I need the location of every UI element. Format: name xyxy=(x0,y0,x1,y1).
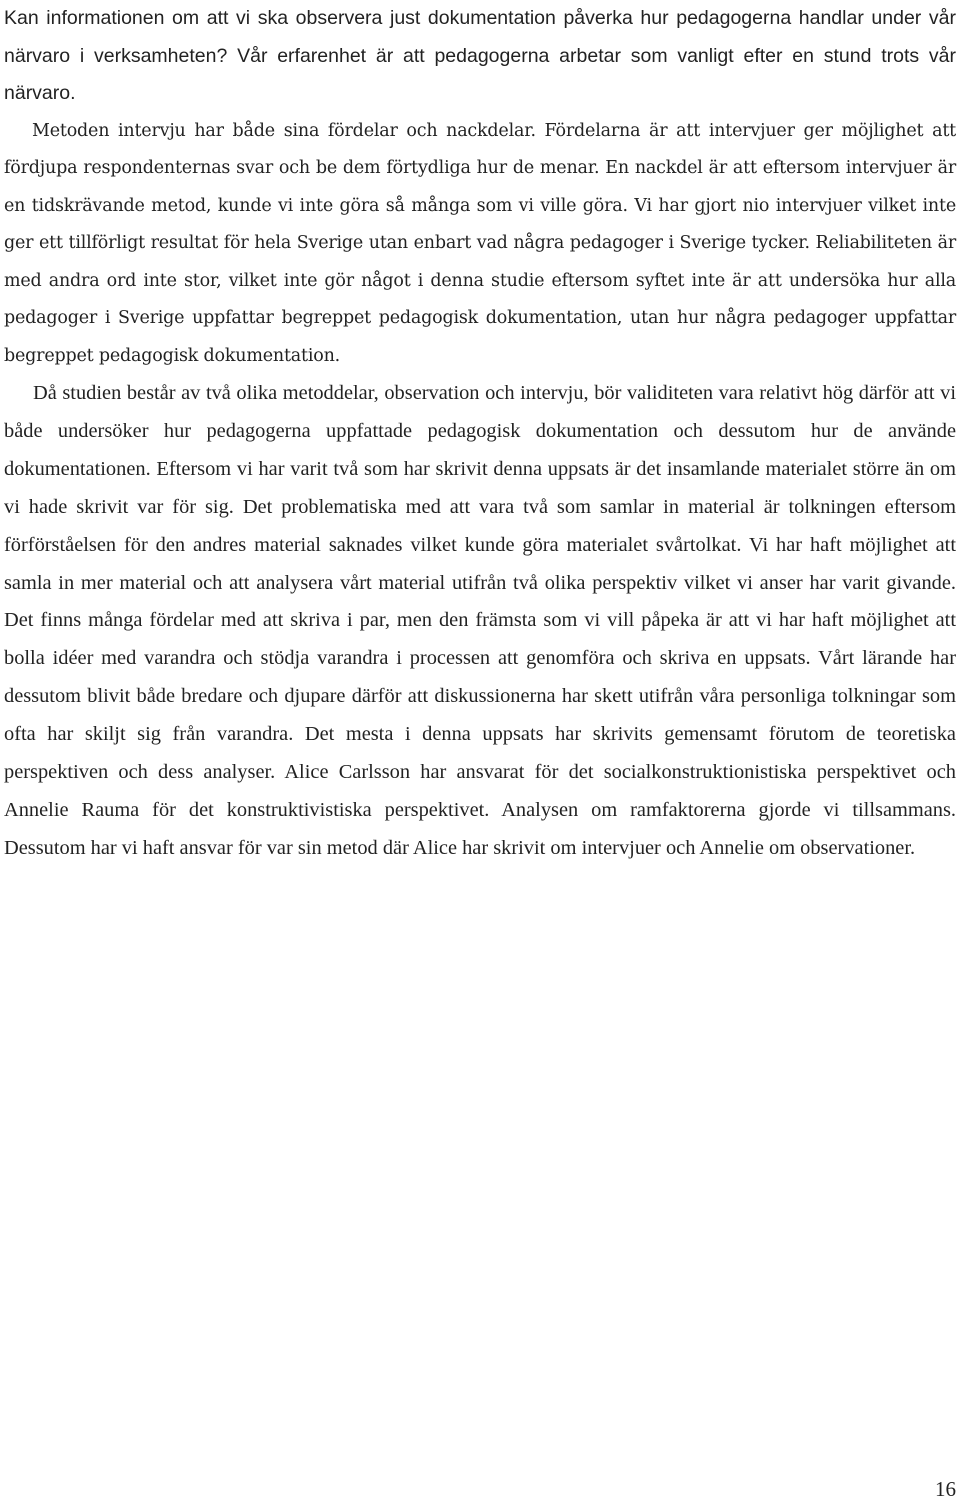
page-number: 16 xyxy=(935,1477,956,1501)
paragraph-interview-method: Metoden intervju har både sina fördelar och nackdelar. Fördelarna är att intervjuer ger möjlighet att fördjupa respondenternas svar och be dem förtydliga hur de menar. En nackdel är att eftersom intervjuer är en tidskrävande metod, kunde vi inte göra så många som vi ville göra. Vi har gjort nio intervjuer vilket inte ger ett tillförligt resultat för hela Sverige utan enbart vad några pedagoger i Sverige tycker. Reliabiliteten är med andra ord inte stor, vilket inte gör något i denna studie eftersom syftet inte är att undersöka hur alla pedagoger i Sverige uppfattar begreppet pedagogisk dokumentation, utan hur några pedagoger uppfattar begreppet pedagogisk dokumentation. xyxy=(4,120,956,366)
paragraph-observation-influence: Kan informationen om att vi ska observera just dokumentation påverka hur pedagogerna handlar under vår närvaro i verksamheten? Vår erfarenhet är att pedagogerna arbetar som vanligt efter en stund trots vår närvaro. xyxy=(4,7,956,104)
paragraph-validity-collaboration: Då studien består av två olika metoddelar, observation och intervju, bör validiteten vara relativt hög därför att vi både undersöker hur pedagogerna uppfattade pedagogisk dokumentation och dessutom hur de använde dokumentationen. Eftersom vi har varit två som har skrivit denna uppsats är det insamlande materialet större än om vi hade skrivit var för sig. Det problematiska med att vara två som samlar in material är tolkningen eftersom förförståelsen för den andres material saknades vilket kunde göra materialet svårtolkat. Vi har haft möjlighet att samla in mer material och att analysera vårt material utifrån två olika perspektiv vilket vi anser har varit givande. Det finns många fördelar med att skriva i par, men den främsta som vi vill påpeka är att vi har haft möjlighet att bolla idéer med varandra och stödja varandra i processen att genomföra och skriva en uppsats. Vårt lärande har dessutom blivit både bredare och djupare därför att diskussionerna har skett utifrån våra personliga tolkningar som ofta har skiljt sig från varandra. Det mesta i denna uppsats har skrivits gemensamt förutom de teoretiska perspektiven och dess analyser. Alice Carlsson har ansvarat för det socialkonstruktionistiska perspektivet och Annelie Rauma för det konstruktivistiska perspektivet. Analysen om ramfaktorerna gjorde vi tillsammans. Dessutom har vi haft ansvar för var sin metod där Alice har skrivit om intervjuer och Annelie om observationer. xyxy=(4,382,956,859)
document-page xyxy=(4,0,956,868)
